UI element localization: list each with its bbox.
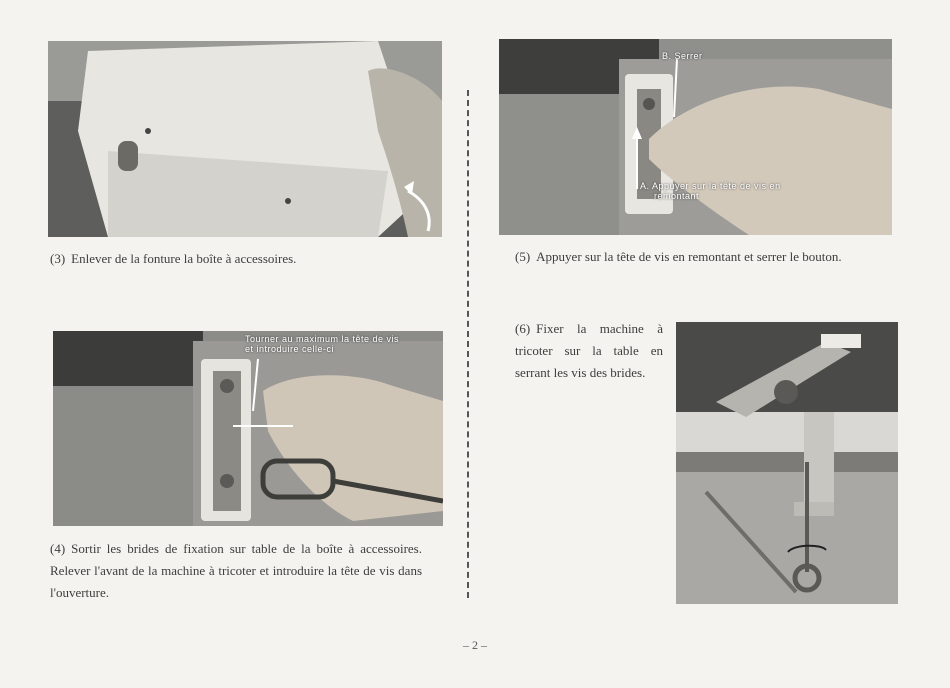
photo-insert-screw-head: [53, 331, 443, 526]
photo-table-clamp: [676, 322, 898, 604]
caption-text: Fixer la machine à tricoter sur la table en serrant les vis des brides.: [515, 321, 663, 380]
overlay-label-turn-screw: [245, 334, 399, 354]
caption-fig6: [515, 318, 663, 384]
center-divider: [467, 90, 469, 598]
caption-text: Sortir les brides de fixation sur table de la boîte à accessoires. Relever l'avant de la machine à tricoter et introduire la tête de vis dans l'ouverture.: [50, 541, 422, 600]
caption-number: (4): [50, 541, 66, 556]
overlay-label-press-screw: [640, 181, 781, 201]
page-number: – 2 –: [463, 638, 487, 652]
overlay-label-tighten: B. Serrer: [662, 51, 703, 61]
overlay-line-2: et introduire celle-ci: [245, 344, 335, 354]
overlay-line-2: remontant: [654, 191, 700, 201]
caption-fig4: [50, 538, 422, 604]
caption-number: (5): [515, 249, 531, 264]
overlay-line-1: A. Appuyer sur la tête de vis en: [640, 181, 781, 191]
caption-fig5: [515, 246, 887, 268]
overlay-line-1: Tourner au maximum la tête de vis: [245, 334, 400, 344]
caption-fig3: [50, 248, 450, 270]
caption-text: Enlever de la fonture la boîte à accessoires.: [71, 251, 297, 266]
photo-tighten-knob: [499, 39, 892, 235]
photo-remove-accessory-box: [48, 41, 442, 237]
caption-text: Appuyer sur la tête de vis en remontant et serrer le bouton.: [536, 249, 842, 264]
caption-number: (3): [50, 251, 66, 266]
caption-number: (6): [515, 321, 531, 336]
